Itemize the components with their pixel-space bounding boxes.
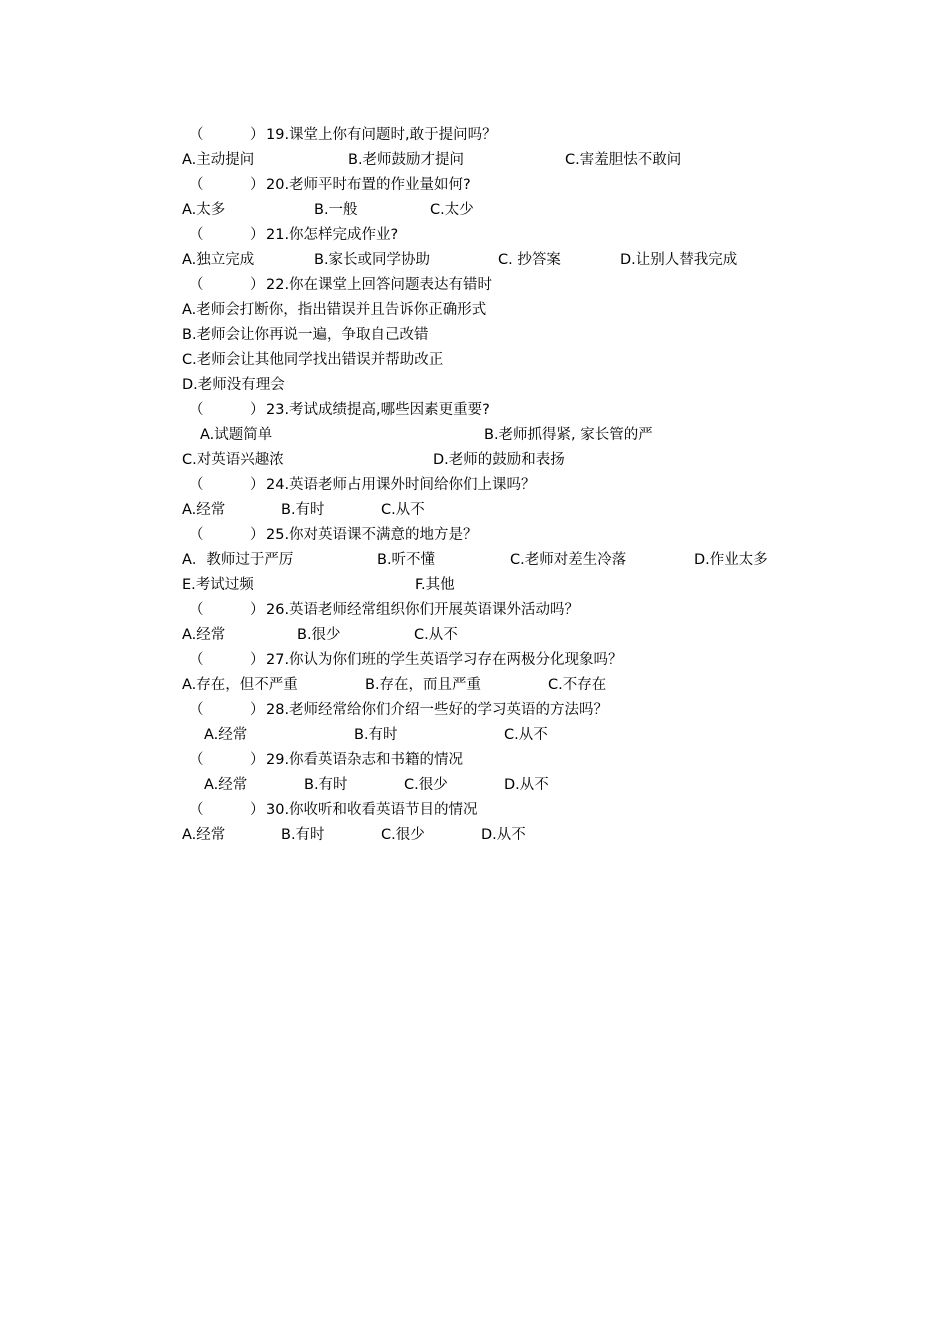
answer-paren-open: （ [189, 752, 204, 768]
answer-option: C.从不 [504, 727, 548, 743]
answer-option: B.听不懂 [377, 552, 436, 568]
answer-option: C.很少 [381, 827, 425, 843]
answer-paren-close: ） [250, 227, 265, 243]
question-text: 30.你收听和收看英语节目的情况 [266, 802, 478, 818]
answer-paren-close: ） [250, 527, 265, 543]
answer-option: C. 抄答案 [498, 252, 561, 268]
answer-paren-open: （ [189, 652, 204, 668]
question-text: 22.你在课堂上回答问题表达有错时 [266, 277, 493, 293]
answer-option: B.一般 [314, 202, 358, 218]
answer-paren-close: ） [250, 652, 265, 668]
answer-paren-close: ） [250, 802, 265, 818]
answer-option: C.从不 [381, 502, 425, 518]
answer-paren-close: ） [250, 402, 265, 418]
answer-paren-open: （ [189, 402, 204, 418]
question-text: 19.课堂上你有问题时,敢于提问吗？ [266, 127, 497, 143]
answer-option: A.主动提问 [182, 152, 255, 168]
answer-option: C.害羞胆怯不敢问 [565, 152, 682, 168]
answer-paren-close: ） [250, 277, 265, 293]
answer-option: B.老师会让你再说一遍，争取自己改错 [182, 327, 429, 343]
answer-option: C.老师对差生冷落 [510, 552, 627, 568]
answer-option: A.独立完成 [182, 252, 255, 268]
answer-option: F.其他 [415, 577, 455, 593]
answer-option: A.太多 [182, 202, 226, 218]
question-text: 29.你看英语杂志和书籍的情况 [266, 752, 464, 768]
answer-paren-open: （ [189, 802, 204, 818]
question-text: 27.你认为你们班的学生英语学习存在两极分化现象吗？ [266, 652, 623, 668]
answer-paren-open: （ [189, 277, 204, 293]
question-text: 28.老师经常给你们介绍一些好的学习英语的方法吗？ [266, 702, 609, 718]
answer-paren-close: ） [250, 177, 265, 193]
answer-option: B.有时 [354, 727, 398, 743]
answer-option: C.老师会让其他同学找出错误并帮助改正 [182, 352, 444, 368]
answer-paren-open: （ [189, 127, 204, 143]
answer-option: A.经常 [182, 827, 226, 843]
answer-paren-close: ） [250, 752, 265, 768]
answer-option: B.有时 [281, 502, 325, 518]
answer-paren-close: ） [250, 602, 265, 618]
answer-paren-open: （ [189, 527, 204, 543]
answer-option: B.家长或同学协助 [314, 252, 431, 268]
answer-option: C.很少 [404, 777, 448, 793]
answer-option: A．教师过于严厉 [182, 552, 294, 568]
answer-option: C.太少 [430, 202, 474, 218]
question-text: 26.英语老师经常组织你们开展英语课外活动吗？ [266, 602, 580, 618]
answer-option: A.经常 [204, 777, 248, 793]
answer-paren-open: （ [189, 477, 204, 493]
question-text: 21.你怎样完成作业? [266, 227, 399, 243]
answer-option: D.老师的鼓励和表扬 [433, 452, 565, 468]
answer-option: B.老师鼓励才提问 [348, 152, 465, 168]
answer-option: A.试题简单 [200, 427, 273, 443]
answer-option: D.让别人替我完成 [620, 252, 738, 268]
answer-paren-open: （ [189, 227, 204, 243]
answer-paren-close: ） [250, 127, 265, 143]
answer-paren-open: （ [189, 702, 204, 718]
question-text: 20.老师平时布置的作业量如何? [266, 177, 471, 193]
answer-option: C.从不 [414, 627, 458, 643]
question-text: 23.考试成绩提高,哪些因素更重要? [266, 402, 490, 418]
answer-option: C.不存在 [548, 677, 607, 693]
answer-option: A.存在，但不严重 [182, 677, 298, 693]
answer-option: D.老师没有理会 [182, 377, 285, 393]
answer-option: B.有时 [304, 777, 348, 793]
answer-paren-close: ） [250, 477, 265, 493]
answer-option: B.有时 [281, 827, 325, 843]
answer-option: D.作业太多 [694, 552, 768, 568]
answer-paren-open: （ [189, 602, 204, 618]
question-text: 24.英语老师占用课外时间给你们上课吗？ [266, 477, 536, 493]
answer-option: D.从不 [504, 777, 549, 793]
answer-option: A.老师会打断你，指出错误并且告诉你正确形式 [182, 302, 487, 318]
answer-option: B.存在，而且严重 [365, 677, 482, 693]
answer-option: B.很少 [297, 627, 341, 643]
answer-option: E.考试过频 [182, 577, 254, 593]
question-text: 25.你对英语课不满意的地方是？ [266, 527, 478, 543]
answer-option: B.老师抓得紧, 家长管的严 [484, 427, 653, 443]
answer-paren-close: ） [250, 702, 265, 718]
answer-option: A.经常 [204, 727, 248, 743]
answer-option: A.经常 [182, 502, 226, 518]
answer-paren-open: （ [189, 177, 204, 193]
answer-option: D.从不 [481, 827, 526, 843]
answer-option: A.经常 [182, 627, 226, 643]
answer-option: C.对英语兴趣浓 [182, 452, 284, 468]
